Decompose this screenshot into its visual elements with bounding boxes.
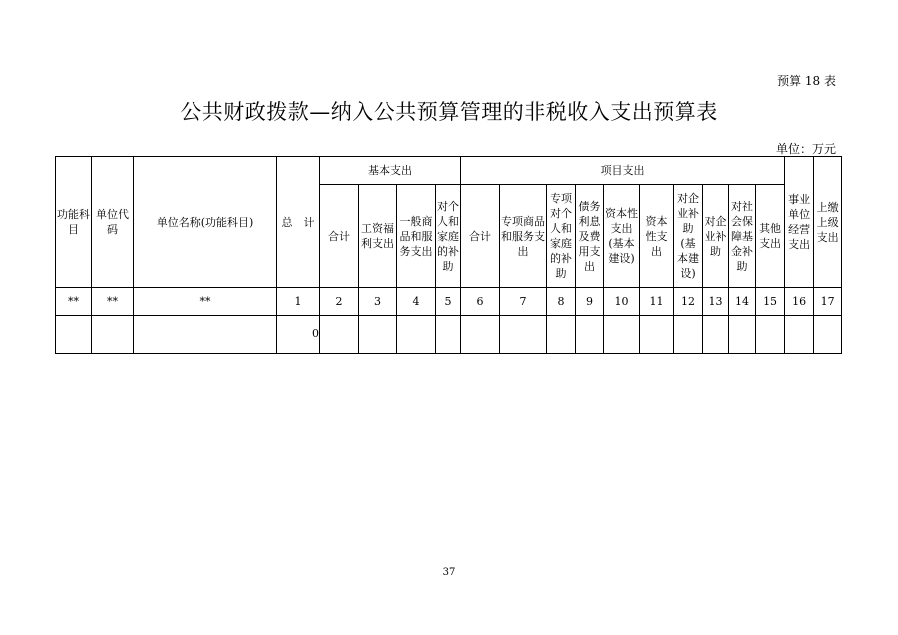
index-cell: 7 bbox=[500, 288, 547, 316]
data-cell bbox=[359, 316, 397, 354]
index-cell: 3 bbox=[359, 288, 397, 316]
data-cell bbox=[436, 316, 461, 354]
data-cell bbox=[56, 316, 92, 354]
data-cell bbox=[785, 316, 814, 354]
form-number: 预算 18 表 bbox=[777, 74, 836, 88]
header-basic-individuals: 对个人和家庭的补助 bbox=[436, 185, 461, 288]
index-cell: 9 bbox=[576, 288, 604, 316]
data-cell bbox=[92, 316, 134, 354]
data-cell bbox=[729, 316, 756, 354]
index-cell: 4 bbox=[397, 288, 436, 316]
index-cell: 14 bbox=[729, 288, 756, 316]
data-cell bbox=[703, 316, 729, 354]
header-basic-goods: 一般商品和服务支出 bbox=[397, 185, 436, 288]
header-total: 总 计 bbox=[277, 157, 320, 288]
header-project-social-security: 对社会保障基金补助 bbox=[729, 185, 756, 288]
data-cell bbox=[674, 316, 703, 354]
header-basic-total: 合计 bbox=[320, 185, 359, 288]
header-project-enterprise: 对企业补助 bbox=[703, 185, 729, 288]
index-cell: 17 bbox=[814, 288, 842, 316]
header-basic-group: 基本支出 bbox=[320, 157, 461, 185]
header-basic-wages: 工资福利支出 bbox=[359, 185, 397, 288]
header-unit-code: 单位代码 bbox=[92, 157, 134, 288]
index-cell: 16 bbox=[785, 288, 814, 316]
index-cell: 12 bbox=[674, 288, 703, 316]
index-cell: 8 bbox=[547, 288, 576, 316]
header-unit-name: 单位名称(功能科目) bbox=[134, 157, 277, 288]
index-row bbox=[56, 288, 842, 316]
header-project-individuals: 专项对个人和家庭的补助 bbox=[547, 185, 576, 288]
index-cell: 15 bbox=[756, 288, 785, 316]
header-project-group: 项目支出 bbox=[461, 157, 785, 185]
data-cell bbox=[397, 316, 436, 354]
header-project-capital-construction: 资本性支出(基本建设) bbox=[604, 185, 640, 288]
index-cell: 2 bbox=[320, 288, 359, 316]
index-cell: 10 bbox=[604, 288, 640, 316]
table-row bbox=[56, 316, 842, 354]
header-project-enterprise-construction: 对企业补助(基本建设) bbox=[674, 185, 703, 288]
index-cell: ** bbox=[134, 288, 277, 316]
budget-table bbox=[55, 156, 842, 354]
data-cell bbox=[461, 316, 500, 354]
header-business: 事业单位经营支出 bbox=[785, 157, 814, 288]
data-cell-total: 0 bbox=[277, 316, 320, 354]
data-cell bbox=[547, 316, 576, 354]
index-cell: 1 bbox=[277, 288, 320, 316]
data-cell bbox=[576, 316, 604, 354]
page-title: 公共财政拨款—纳入公共预算管理的非税收入支出预算表 bbox=[180, 100, 718, 124]
data-cell bbox=[814, 316, 842, 354]
header-func-code: 功能科目 bbox=[56, 157, 92, 288]
page-number: 37 bbox=[442, 567, 456, 578]
data-cell bbox=[500, 316, 547, 354]
index-cell: 5 bbox=[436, 288, 461, 316]
header-project-capital: 资本性支出 bbox=[640, 185, 674, 288]
data-cell bbox=[320, 316, 359, 354]
data-cell bbox=[640, 316, 674, 354]
header-upper: 上缴上级支出 bbox=[814, 157, 842, 288]
index-cell: 11 bbox=[640, 288, 674, 316]
header-project-total: 合计 bbox=[461, 185, 500, 288]
header-project-other: 其他支出 bbox=[756, 185, 785, 288]
data-cell bbox=[134, 316, 277, 354]
index-cell: ** bbox=[56, 288, 92, 316]
header-project-goods: 专项商品和服务支出 bbox=[500, 185, 547, 288]
data-cell bbox=[756, 316, 785, 354]
index-cell: 6 bbox=[461, 288, 500, 316]
unit-label: 单位：万元 bbox=[775, 142, 836, 156]
index-cell: 13 bbox=[703, 288, 729, 316]
index-cell: ** bbox=[92, 288, 134, 316]
data-cell bbox=[604, 316, 640, 354]
header-project-debt: 债务利息及费用支出 bbox=[576, 185, 604, 288]
